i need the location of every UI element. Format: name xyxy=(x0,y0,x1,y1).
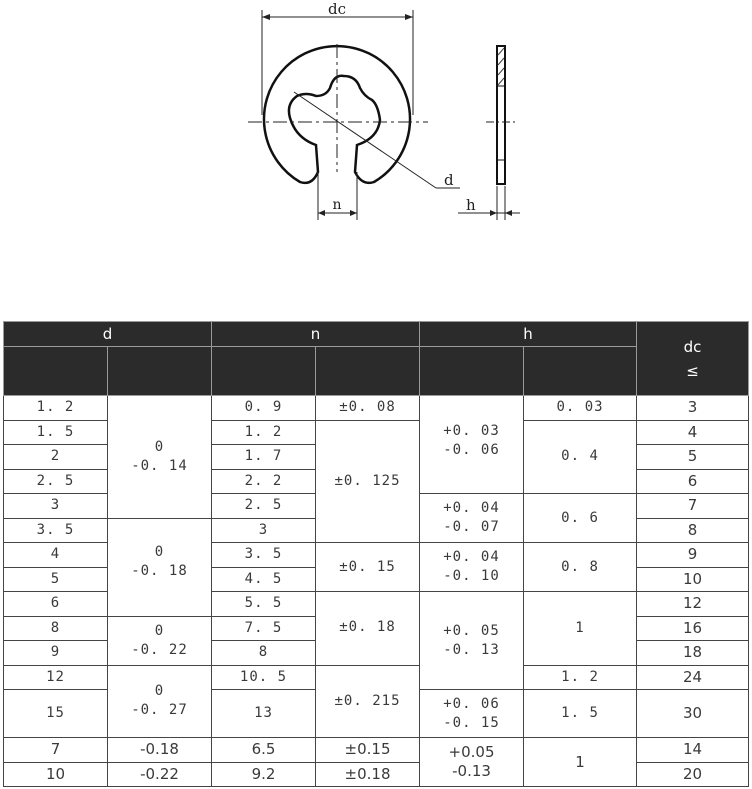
cell-n: 10. 5 xyxy=(212,665,316,690)
header-dc: dc ≤ xyxy=(637,322,749,396)
cell-n: 9.2 xyxy=(212,762,316,787)
cell-dc: 24 xyxy=(637,665,749,690)
cell-d: 3 xyxy=(4,494,108,519)
cell-d-tol: 0 -0. 22 xyxy=(108,616,212,665)
cell-h-tol-text: +0. 03 -0. 06 xyxy=(443,423,500,458)
cell-dc: 30 xyxy=(637,690,749,738)
cell-n-tol xyxy=(316,592,420,666)
header-n-sub xyxy=(212,347,316,396)
cell-d: 6 xyxy=(4,592,108,617)
cell-n-tol: ±0. 08 xyxy=(316,396,420,421)
cell-h-tol: +0.05 -0.13 xyxy=(420,738,524,787)
n-label: n xyxy=(332,197,342,213)
cell-d: 15 xyxy=(4,690,108,738)
cell-n-tol: ±0. 215 xyxy=(316,665,420,738)
cell-n: 4. 5 xyxy=(212,567,316,592)
cell-h-tol: +0. 06 -0. 15 xyxy=(420,690,524,738)
cell-d: 1. 5 xyxy=(4,420,108,445)
cell-h: 1 xyxy=(524,738,637,787)
cell-d: 2. 5 xyxy=(4,469,108,494)
cell-n-tol: ±0.18 xyxy=(316,762,420,787)
cell-dc: 7 xyxy=(637,494,749,519)
cell-d: 5 xyxy=(4,567,108,592)
cell-d: 8 xyxy=(4,616,108,641)
cell-d: 2 xyxy=(4,445,108,470)
cell-h: 0. 03 xyxy=(524,396,637,421)
cell-n: 7. 5 xyxy=(212,616,316,641)
cell-dc: 20 xyxy=(637,762,749,787)
cell-n: 3. 5 xyxy=(212,543,316,568)
cell-d: 7 xyxy=(4,738,108,763)
cell-h: 0. 8 xyxy=(524,543,637,592)
table-row xyxy=(4,738,749,763)
cell-h: 1 xyxy=(524,592,637,666)
cell-dc: 18 xyxy=(637,641,749,666)
table-row xyxy=(4,665,749,690)
e-ring-diagram xyxy=(0,0,752,320)
dimension-table xyxy=(3,321,748,786)
cell-dc: 12 xyxy=(637,592,749,617)
cell-dc: 8 xyxy=(637,518,749,543)
cell-d-tol: 0 -0. 14 xyxy=(108,396,212,519)
cell-n-tol-text: ±0. 18 xyxy=(339,619,396,635)
dc-label: dc xyxy=(327,0,347,18)
d-leader xyxy=(294,92,436,188)
cell-n-tol: ±0. 125 xyxy=(316,420,420,543)
cell-dc: 5 xyxy=(637,445,749,470)
cell-dc: 6 xyxy=(637,469,749,494)
cell-h: 1. 5 xyxy=(524,690,637,738)
cell-n: 1. 2 xyxy=(212,420,316,445)
header-h: h xyxy=(420,322,637,347)
cell-d: 12 xyxy=(4,665,108,690)
cell-n: 8 xyxy=(212,641,316,666)
cell-d: 9 xyxy=(4,641,108,666)
cell-n-tol: ±0. 15 xyxy=(316,543,420,592)
cell-dc: 10 xyxy=(637,567,749,592)
cell-dc: 3 xyxy=(637,396,749,421)
d-label: d xyxy=(444,171,454,189)
cell-h-tol: +0. 04 -0. 07 xyxy=(420,494,524,543)
table-row xyxy=(4,396,749,421)
cell-n: 13 xyxy=(212,690,316,738)
cell-h-tol: +0. 04 -0. 10 xyxy=(420,543,524,592)
header-n: n xyxy=(212,322,420,347)
side-view-outline xyxy=(497,46,505,184)
cell-d: 10 xyxy=(4,762,108,787)
cell-d: 1. 2 xyxy=(4,396,108,421)
cell-h-tol xyxy=(420,396,524,494)
header-h-sub xyxy=(524,347,637,396)
cell-h: 1. 2 xyxy=(524,665,637,690)
cell-n: 1. 7 xyxy=(212,445,316,470)
cell-d-tol: -0.22 xyxy=(108,762,212,787)
cell-d: 3. 5 xyxy=(4,518,108,543)
header-d-sub xyxy=(4,347,108,396)
table-row xyxy=(4,762,749,787)
cell-dc: 9 xyxy=(637,543,749,568)
cell-dc: 4 xyxy=(637,420,749,445)
technical-drawing xyxy=(0,0,752,320)
cell-n: 6.5 xyxy=(212,738,316,763)
cell-h: 0. 6 xyxy=(524,494,637,543)
header-d-tol-sub xyxy=(108,347,212,396)
header-n-tol-sub xyxy=(316,347,420,396)
cell-d-tol: 0 -0. 27 xyxy=(108,665,212,738)
cell-h: 0. 4 xyxy=(524,420,637,494)
cell-dc: 14 xyxy=(637,738,749,763)
cell-dc: 16 xyxy=(637,616,749,641)
cell-n: 2. 5 xyxy=(212,494,316,519)
cell-n: 3 xyxy=(212,518,316,543)
cell-n: 2. 2 xyxy=(212,469,316,494)
cell-n-tol: ±0.15 xyxy=(316,738,420,763)
h-label: h xyxy=(466,196,476,214)
header-h-tol-sub xyxy=(420,347,524,396)
cell-d-tol xyxy=(108,518,212,616)
cell-n: 0. 9 xyxy=(212,396,316,421)
cell-d-tol-text: 0 -0. 18 xyxy=(131,543,188,579)
cell-n: 5. 5 xyxy=(212,592,316,617)
cell-d: 4 xyxy=(4,543,108,568)
cell-d-tol: -0.18 xyxy=(108,738,212,763)
header-d: d xyxy=(4,322,212,347)
cell-h-tol: +0. 05 -0. 13 xyxy=(420,592,524,690)
